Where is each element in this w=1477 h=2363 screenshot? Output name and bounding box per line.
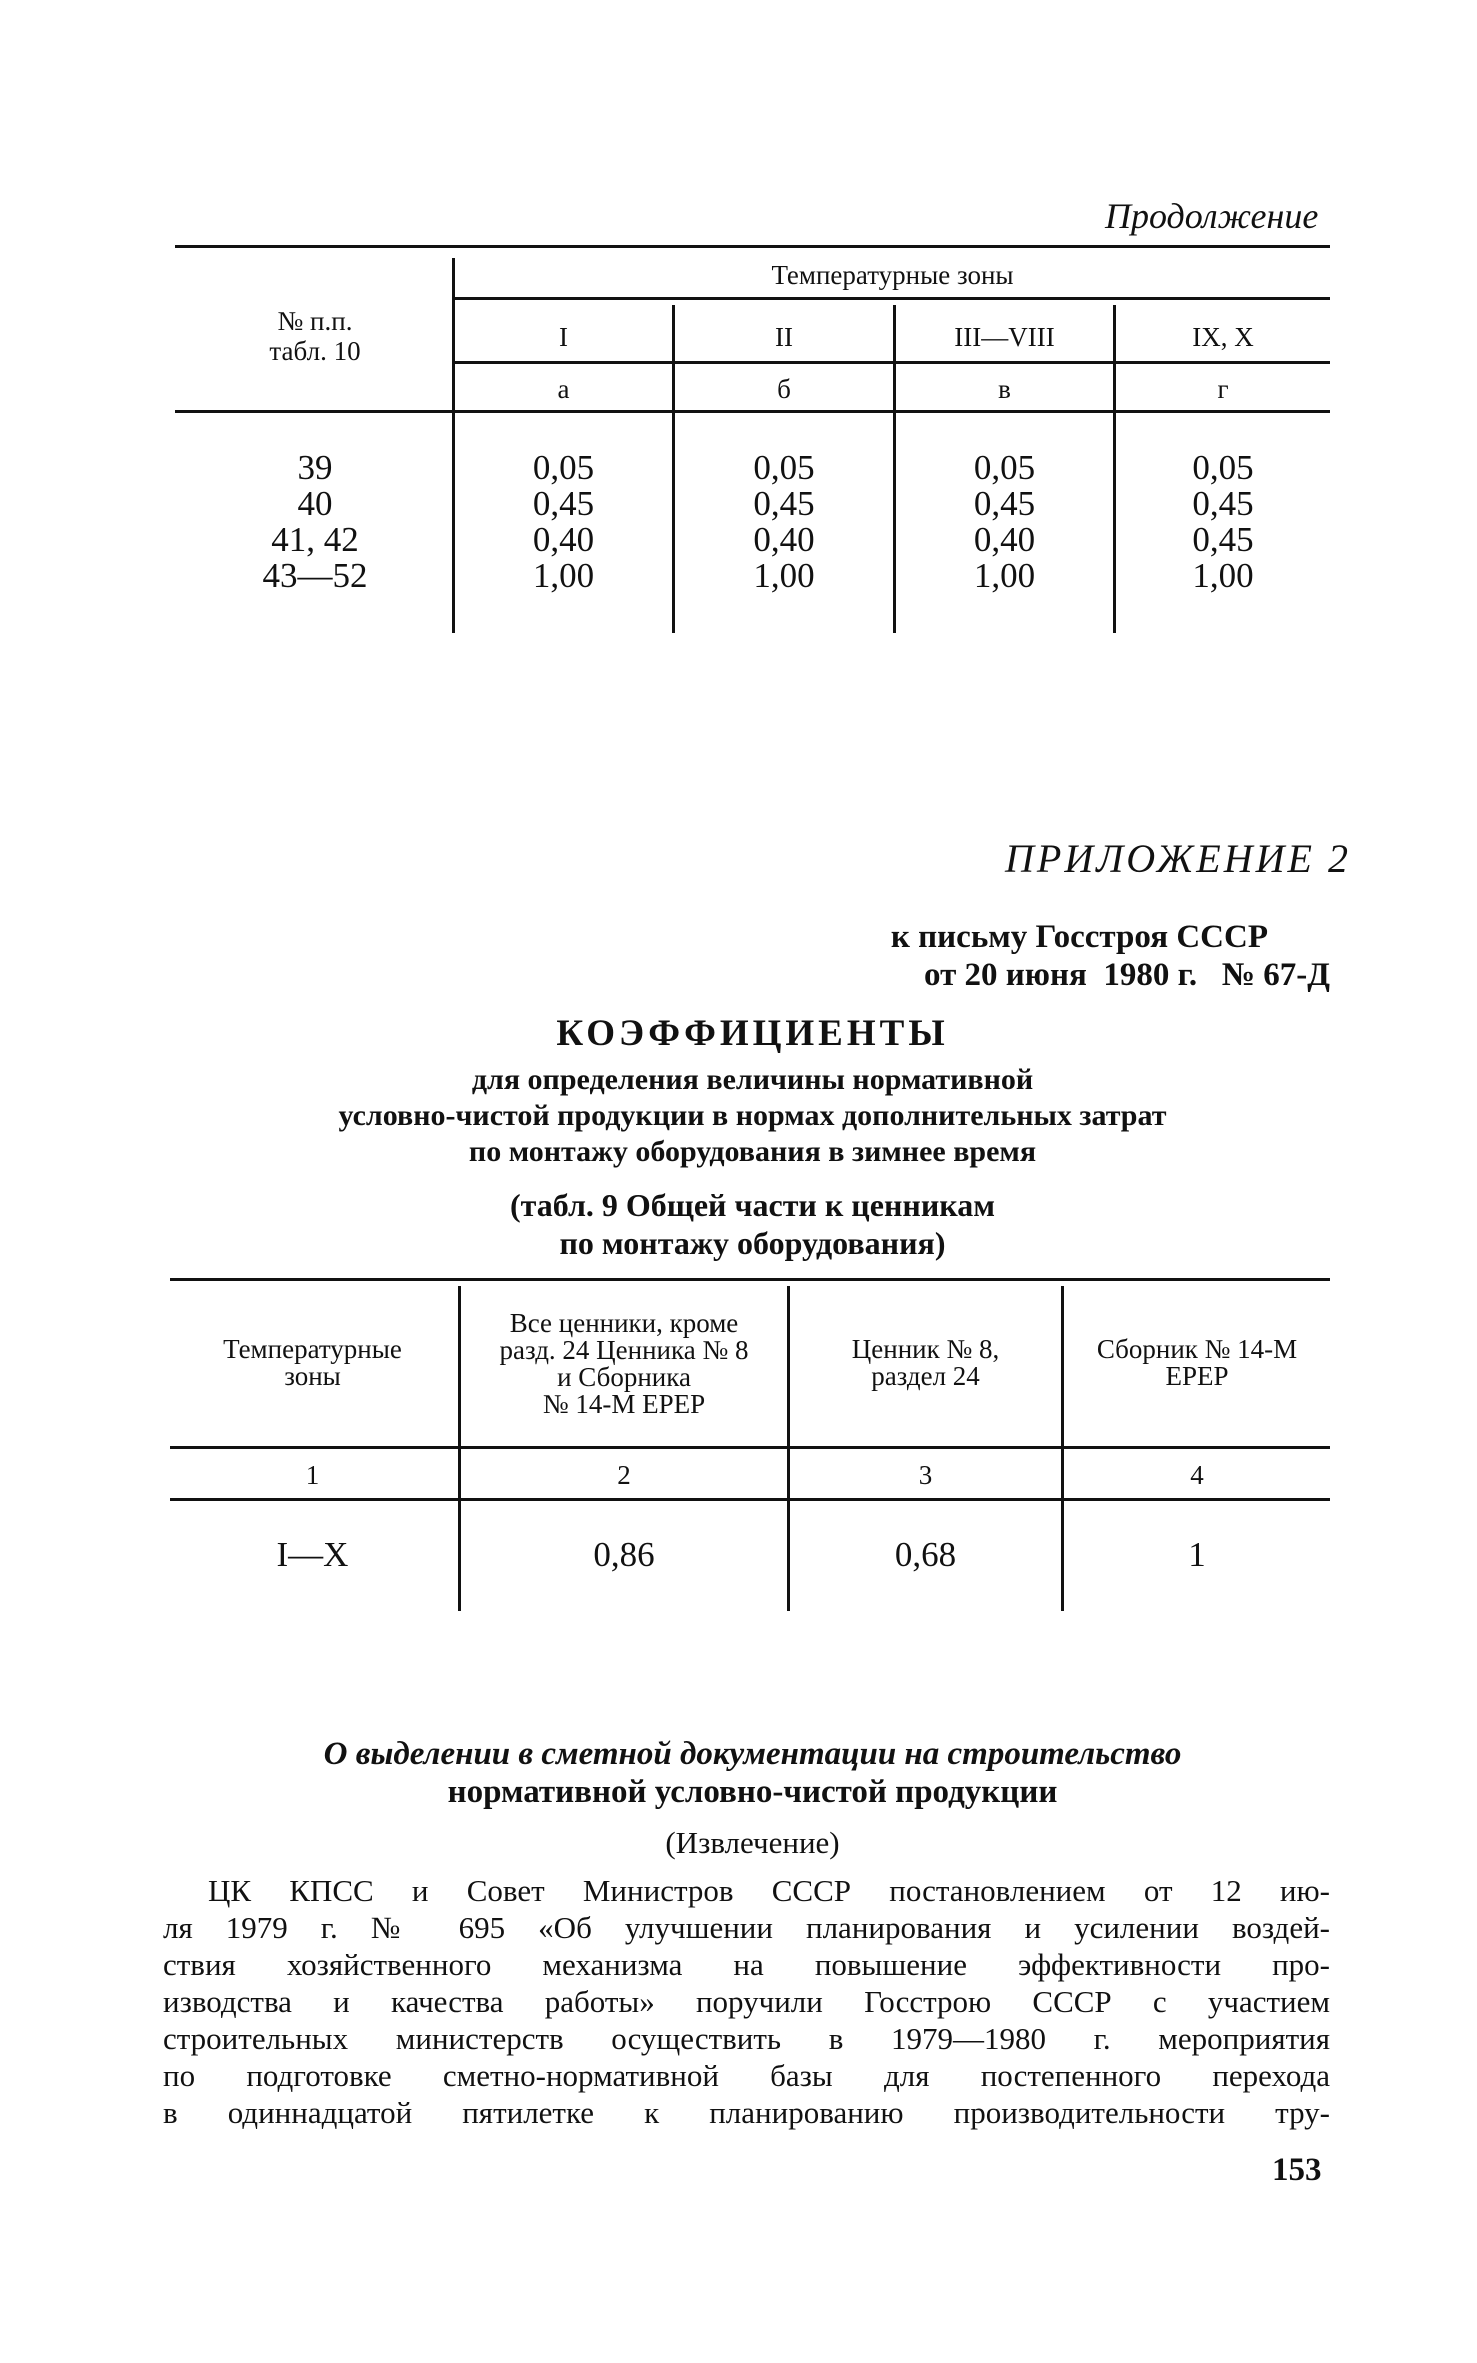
appendix-title: ПРИЛОЖЕНИЕ 2 — [1005, 836, 1351, 881]
header-zones-line2: зоны — [284, 1361, 341, 1391]
table-cell: 0,40 — [753, 520, 815, 559]
table1-letter-v: в — [998, 374, 1011, 404]
coef-sub-line1: для определения величины нормативной — [471, 1063, 1034, 1096]
table-cell: 0,45 — [1192, 520, 1254, 559]
header-all-line2: разд. 24 Ценника № 8 — [499, 1335, 749, 1365]
coef-ref-line1: (табл. 9 Общей части к ценникам — [509, 1187, 995, 1223]
table1-group-header: Температурные зоны — [771, 260, 1014, 290]
header-all-line1: Все ценники, кроме — [509, 1308, 739, 1338]
header-all-line4: № 14-М ЕРЕР — [542, 1389, 706, 1419]
header-col-line2: ЕРЕР — [1165, 1361, 1229, 1391]
table1-header-bottom-rule — [175, 410, 1330, 413]
appendix-line2: от 20 июня 1980 г. № 67-Д — [924, 957, 1330, 993]
table-cell: 0,40 — [532, 520, 595, 559]
table2-num-rule — [170, 1498, 1330, 1501]
appendix-line1: к письму Госстроя СССР — [890, 919, 1268, 955]
section-title-line1: О выделении в сметной документации на строительство — [323, 1736, 1182, 1772]
section-title — [175, 1735, 1330, 1811]
table-cell: 0,40 — [973, 520, 1036, 559]
continuation-label: Продолжение — [1105, 196, 1319, 236]
coef-sub-line3: по монтажу оборудования в зимнее время — [468, 1135, 1037, 1168]
appendix-reference — [700, 918, 1330, 994]
table1-col-v — [896, 450, 1113, 594]
coefficients-reference — [175, 1186, 1330, 1262]
table-cell: 0,05 — [973, 448, 1036, 487]
paragraph-line: в одиннадцатой пятилетке к планированию производительности тру- — [163, 2095, 1330, 2130]
table-row: 39 — [297, 448, 333, 487]
paragraph-line: ля 1979 г. № 695 «Об улучшении планирования и усилении воздей- — [163, 1910, 1330, 1945]
table2-row-zone: I—X — [276, 1535, 349, 1574]
table1-zone-4: IX, X — [1192, 322, 1254, 352]
table-cell: 0,05 — [1192, 448, 1254, 487]
table1-col-a — [455, 450, 672, 594]
table-row: 40 — [297, 484, 333, 523]
table-cell: 0,45 — [753, 484, 815, 523]
table1-letter-b: б — [777, 374, 791, 404]
header-pl8-line2: раздел 24 — [871, 1361, 980, 1391]
table1-header-no — [195, 306, 435, 366]
table2-row-pl8: 0,68 — [894, 1535, 957, 1574]
section-paragraph — [163, 1872, 1330, 2131]
coefficients-title: КОЭФФИЦИЕНТЫ — [556, 1013, 949, 1054]
table2-num-2: 2 — [617, 1460, 631, 1490]
table2-num-3: 3 — [918, 1460, 933, 1490]
table1-zone-2: II — [775, 322, 793, 352]
table1-letter-g: г — [1217, 374, 1229, 404]
table1-zone-3: III—VIII — [954, 322, 1055, 352]
paragraph-line: по подготовке сметно-нормативной базы для постепенного перехода — [163, 2058, 1330, 2093]
table1-col-g — [1116, 450, 1330, 594]
header-pl8-line1: Ценник № 8, — [851, 1334, 1000, 1364]
table-cell: 0,05 — [753, 448, 815, 487]
table1-col-b — [675, 450, 893, 594]
header-col-line1: Сборник № 14-М — [1096, 1334, 1298, 1364]
table-cell: 0,45 — [532, 484, 595, 523]
header-all-line3: и Сборника — [557, 1362, 691, 1392]
table-cell: 1,00 — [753, 556, 815, 595]
section-title-line2: нормативной условно-чистой продукции — [447, 1774, 1058, 1810]
table2-num-4: 4 — [1190, 1460, 1204, 1490]
header-no-line2: табл. 10 — [269, 336, 361, 366]
table2-num-1: 1 — [305, 1460, 320, 1490]
table2-header-zones — [170, 1336, 455, 1390]
table1-zone-1: I — [559, 322, 568, 352]
table2-top-rule — [170, 1278, 1330, 1281]
table1-group-rule — [455, 297, 1330, 300]
table2-header-collection — [1064, 1336, 1330, 1390]
paragraph-line: строительных министерств осуществить в 1979—1980 г. мероприятия — [163, 2021, 1330, 2056]
table1-letter-a: а — [557, 374, 570, 404]
coef-ref-line2: по монтажу оборудования) — [559, 1225, 946, 1261]
paragraph-line: ствия хозяйственного механизма на повышение эффективности про- — [163, 1947, 1330, 1982]
table-cell: 0,45 — [1192, 484, 1254, 523]
table1-top-rule — [175, 245, 1330, 248]
table-cell: 0,45 — [973, 484, 1036, 523]
table-row: 43—52 — [262, 556, 368, 595]
table-cell: 1,00 — [532, 556, 595, 595]
table2-row-col: 1 — [1188, 1535, 1206, 1574]
table-row: 41, 42 — [271, 520, 359, 559]
coef-sub-line2: условно-чистой продукции в нормах дополнительных затрат — [338, 1099, 1167, 1132]
table2-header-rule — [170, 1446, 1330, 1449]
table2-header-pricelist8 — [790, 1336, 1061, 1390]
paragraph-line: ЦК КПСС и Совет Министров СССР постановлением от 12 ию- — [208, 1873, 1330, 1908]
header-zones-line1: Температурные — [223, 1334, 402, 1364]
table1-row-no — [195, 450, 435, 594]
header-no-line1: № п.п. — [277, 306, 353, 336]
section-extract-label: (Извлечение) — [665, 1825, 840, 1860]
paragraph-line: изводства и качества работы» поручили Госстрою СССР с участием — [163, 1984, 1330, 2019]
table-cell: 0,05 — [532, 448, 595, 487]
page-number: 153 — [1272, 2152, 1322, 2188]
table1-zone-rule — [455, 361, 1330, 364]
table-cell: 1,00 — [973, 556, 1036, 595]
table2-header-all — [461, 1310, 787, 1418]
table-cell: 1,00 — [1192, 556, 1254, 595]
coefficients-subtitle — [175, 1062, 1330, 1170]
table2-row-all: 0,86 — [593, 1535, 655, 1574]
